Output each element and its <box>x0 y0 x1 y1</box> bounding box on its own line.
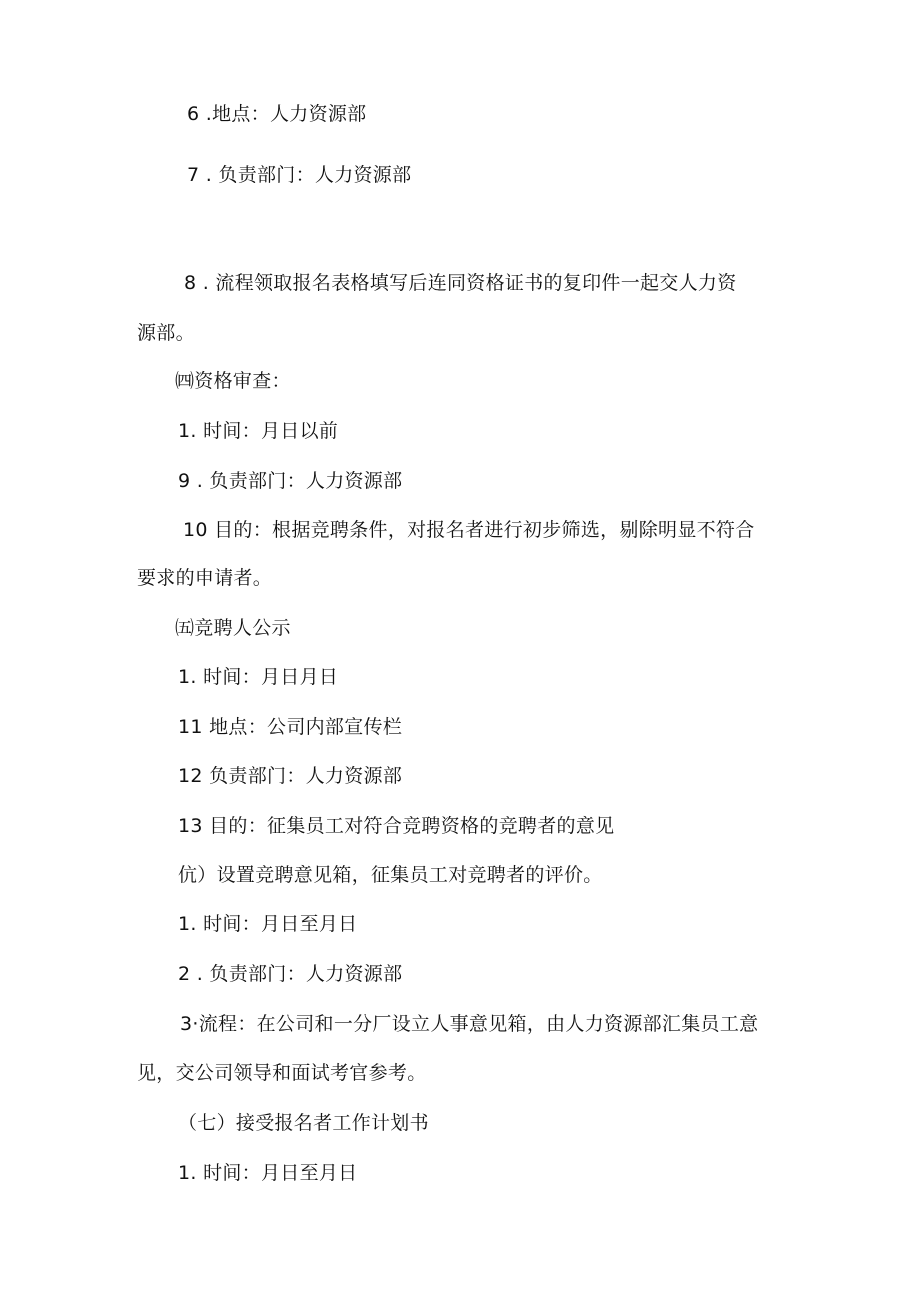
text-line: 见，交公司领导和面试考官参考。 <box>137 1062 427 1084</box>
text-line: 12 负责部门：人力资源部 <box>178 765 403 787</box>
text-line: 1. 时间：月日以前 <box>178 420 339 442</box>
text-line: 源部。 <box>137 322 195 344</box>
text-line: 6 .地点：人力资源部 <box>187 103 367 125</box>
text-line: 2 . 负责部门：人力资源部 <box>178 963 403 985</box>
text-line: 7 . 负责部门：人力资源部 <box>187 164 412 186</box>
text-line: 1. 时间：月日至月日 <box>178 1162 358 1184</box>
section-heading: ㈤竞聘人公示 <box>175 617 291 639</box>
text-line: 8 . 流程领取报名表格填写后连同资格证书的复印件一起交人力资 <box>184 272 737 294</box>
text-line: 10 目的：根据竞聘条件，对报名者进行初步筛选，剔除明显不符合 <box>183 519 755 541</box>
text-line: 13 目的：征集员工对符合竞聘资格的竞聘者的意见 <box>178 815 615 837</box>
text-line: 9 . 负责部门：人力资源部 <box>178 470 403 492</box>
text-line: 1. 时间：月日月日 <box>178 666 339 688</box>
section-heading: 伉）设置竞聘意见箱，征集员工对竞聘者的评价。 <box>178 864 603 886</box>
text-line: 3·流程：在公司和一分厂设立人事意见箱，由人力资源部汇集员工意 <box>180 1013 759 1035</box>
section-heading: ㈣资格审查： <box>175 370 291 392</box>
text-line: 11 地点：公司内部宣传栏 <box>178 716 403 738</box>
text-line: 要求的申请者。 <box>137 567 273 589</box>
section-heading: （七）接受报名者工作计划书 <box>178 1112 429 1134</box>
text-line: 1. 时间：月日至月日 <box>178 913 358 935</box>
